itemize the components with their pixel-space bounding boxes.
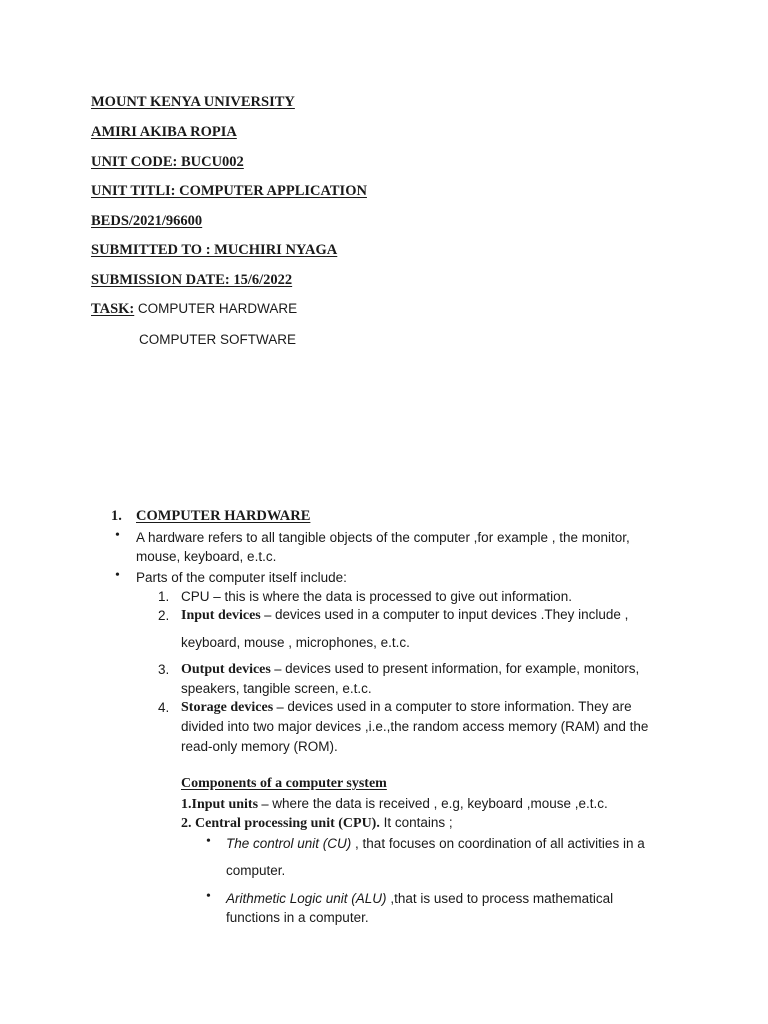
bullet-text-line: Parts of the computer itself include:: [136, 570, 347, 585]
list-number: 2.: [158, 608, 170, 623]
list-item-text: read-only memory (ROM).: [181, 739, 338, 754]
list-item-desc: devices used in a computer to input devices .They include ,: [271, 607, 629, 622]
task-item-software: COMPUTER SOFTWARE: [139, 332, 296, 347]
list-number: 1.: [158, 589, 170, 604]
bullet-text-line: mouse, keyboard, e.t.c.: [136, 549, 277, 564]
sub-item-term: The control unit (CU): [226, 836, 352, 851]
student-name: AMIRI AKIBA ROPIA: [91, 124, 237, 140]
bullet-icon: •: [206, 834, 211, 849]
component-term: 1.Input units –: [181, 797, 269, 812]
sub-item-desc: , that focuses on coordination of all activities in a: [351, 836, 645, 851]
component-item: [181, 796, 608, 813]
sub-item-text: [226, 836, 645, 852]
list-item-desc: devices used in a computer to store information. They are: [283, 699, 632, 714]
components-heading-text: Components of a computer system: [181, 776, 387, 791]
university-name: MOUNT KENYA UNIVERSITY: [91, 94, 295, 110]
bullet-icon: •: [115, 528, 120, 543]
list-item-text: keyboard, mouse , microphones, e.t.c.: [181, 635, 410, 650]
submission-date: SUBMISSION DATE: 15/6/2022: [91, 272, 293, 288]
task-line: [91, 301, 297, 318]
component-desc: where the data is received , e.g, keyboard ,mouse ,e.t.c.: [268, 796, 608, 811]
unit-title: UNIT TITLI: COMPUTER APPLICATION: [91, 183, 367, 199]
sub-item-text: [226, 891, 613, 907]
component-item: [181, 815, 453, 832]
task-item-hardware: COMPUTER HARDWARE: [137, 301, 298, 316]
list-item-text: speakers, tangible screen, e.t.c.: [181, 681, 372, 696]
list-item-desc: devices used to present information, for example, monitors,: [281, 661, 640, 676]
sub-item-text: functions in a computer.: [226, 910, 369, 925]
list-item-text: divided into two major devices ,i.e.,the random access memory (RAM) and the: [181, 719, 649, 734]
submitted-to: SUBMITTED TO : MUCHIRI NYAGA: [91, 242, 338, 258]
task-label: TASK:: [91, 301, 135, 317]
sub-item-text: computer.: [226, 863, 286, 878]
list-item-text: [181, 699, 632, 716]
component-term: 2. Central processing unit (CPU).: [181, 816, 380, 831]
section-number: 1.: [111, 508, 122, 524]
list-item-text: [181, 661, 639, 678]
list-item-term: Storage devices –: [181, 700, 284, 715]
component-desc: It contains ;: [379, 815, 453, 830]
sub-item-term: Arithmetic Logic unit (ALU): [226, 891, 387, 906]
bullet-icon: •: [115, 568, 120, 583]
registration-number: BEDS/2021/96600: [91, 213, 203, 229]
bullet-icon: •: [206, 889, 211, 904]
list-item-term: Input devices –: [181, 608, 272, 623]
list-number: 4.: [158, 700, 170, 715]
list-number: 3.: [158, 662, 170, 677]
list-item-term: Output devices –: [181, 662, 282, 677]
sub-item-desc: ,that is used to process mathematical: [386, 891, 614, 906]
list-item-text: [181, 607, 628, 624]
section-title: COMPUTER HARDWARE: [136, 508, 311, 524]
list-item-text: CPU – this is where the data is processed to give out information.: [181, 589, 572, 604]
components-heading: [181, 776, 387, 792]
unit-code: UNIT CODE: BUCU002: [91, 154, 244, 170]
bullet-text-line: A hardware refers to all tangible objects of the computer ,for example , the monitor,: [136, 530, 630, 545]
